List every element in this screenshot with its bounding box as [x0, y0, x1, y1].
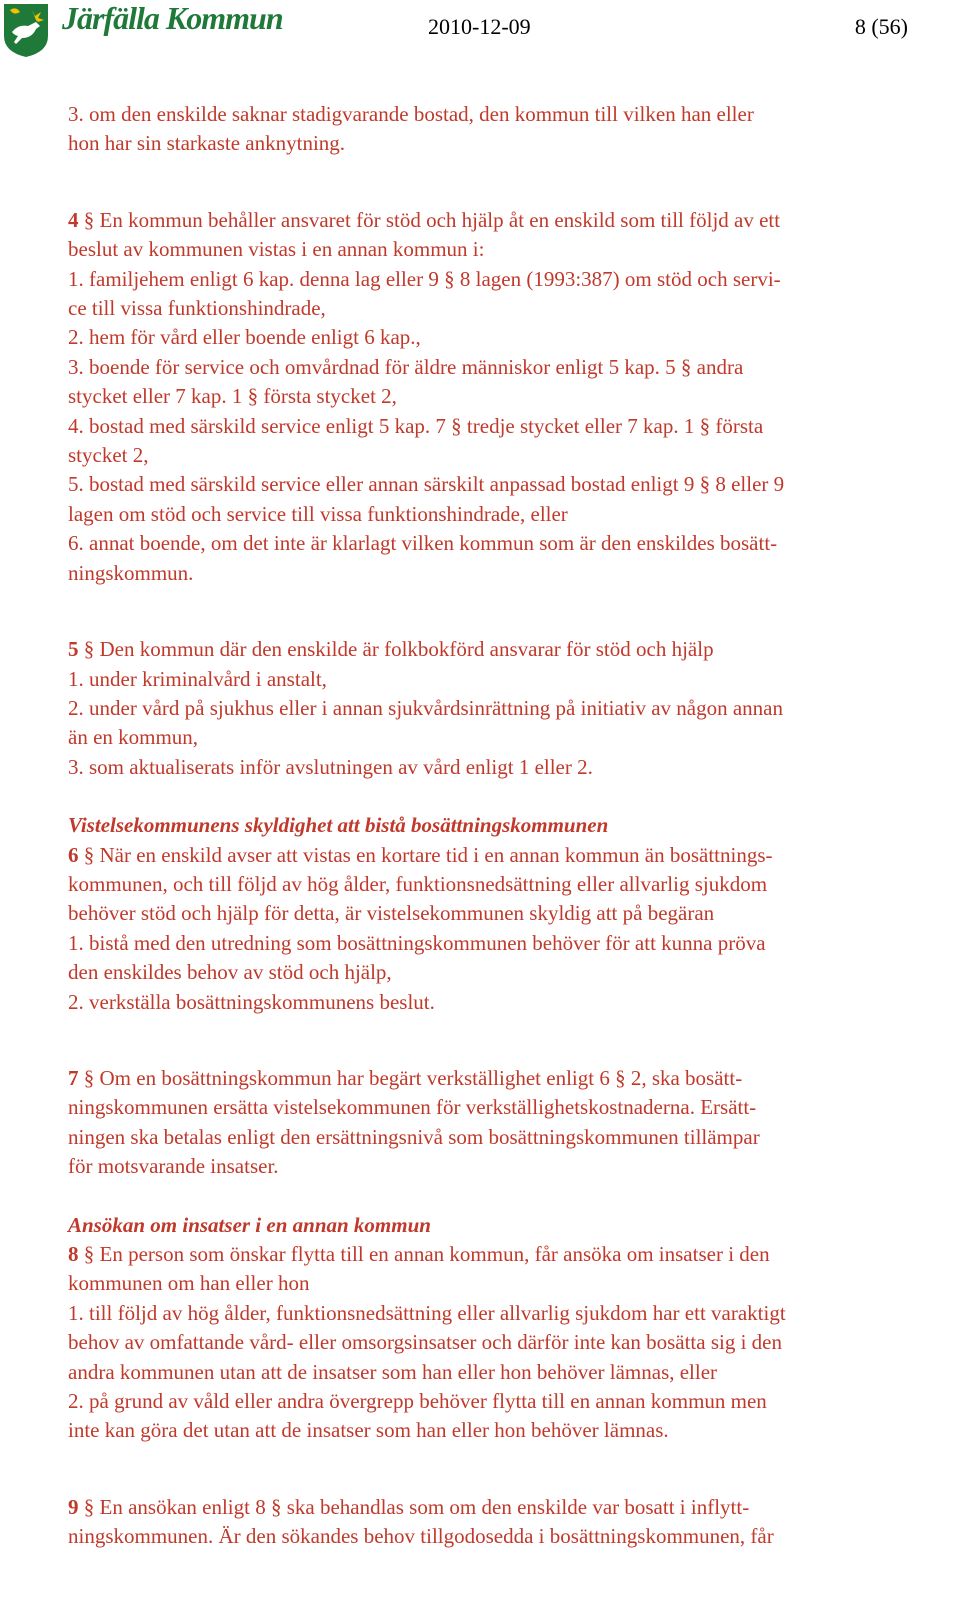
text-line: 1. familjehem enligt 6 kap. denna lag eller 9 § 8 lagen (1993:387) om stöd och servi- — [68, 266, 781, 291]
text-line: § En ansökan enligt 8 § ska behandlas som om den enskilde var bosatt i inflytt- — [83, 1494, 750, 1519]
section-heading: Ansökan om insatser i en annan kommun — [68, 1212, 431, 1237]
text-line: 6. annat boende, om det inte är klarlagt vilken kommun som är den enskildes bosätt- — [68, 531, 778, 556]
text-line: än en kommun, — [68, 725, 199, 750]
text-line: 4. bostad med särskild service enligt 5 kap. 7 § tredje stycket eller 7 kap. 1 § första — [68, 413, 764, 438]
text-line: för motsvarande insatser. — [68, 1154, 279, 1179]
text-line: hon har sin starkaste anknytning. — [68, 131, 346, 156]
text-line: stycket eller 7 kap. 1 § första stycket 2, — [68, 384, 397, 409]
section-7 — [68, 1064, 940, 1182]
text-line: andra kommunen utan att de insatser som han eller hon behöver lämnas, eller — [68, 1359, 718, 1384]
text-line: beslut av kommunen vistas i en annan kommun i: — [68, 237, 485, 262]
section-number: 5 — [68, 637, 79, 662]
section-number: 8 — [68, 1242, 79, 1266]
text-line: 3. som aktualiserats inför avslutningen av vård enligt 1 eller 2. — [68, 754, 593, 779]
section-number: 4 — [68, 207, 79, 232]
text-line: 2. hem för vård eller boende enligt 6 kap., — [68, 325, 421, 350]
text-line: 1. under kriminalvård i anstalt, — [68, 666, 327, 691]
text-line: 2. verkställa bosättningskommunens beslut. — [68, 989, 435, 1014]
section-9 — [68, 1493, 940, 1552]
page-header — [0, 0, 960, 60]
section-5 — [68, 635, 940, 782]
document-body — [68, 100, 940, 1552]
text-line: 2. på grund av våld eller andra övergrepp behöver flytta till en annan kommun men — [68, 1389, 767, 1414]
text-line: ningskommunen ersätta vistelsekommunen för verkställighetskostnaderna. Ersätt- — [68, 1095, 757, 1120]
section-4 — [68, 206, 940, 588]
text-line: 1. bistå med den utredning som bosättningskommunen behöver för att kunna pröva — [68, 930, 766, 955]
text-line: stycket 2, — [68, 443, 149, 468]
section-heading: Vistelsekommunens skyldighet att bistå bosättningskommunen — [68, 813, 609, 838]
text-line: ce till vissa funktionshindrade, — [68, 296, 326, 321]
text-line: den enskildes behov av stöd och hjälp, — [68, 960, 392, 985]
text-line: § Om en bosättningskommun har begärt verkställighet enligt 6 § 2, ska bosätt- — [83, 1065, 743, 1090]
section-number: 7 — [68, 1065, 79, 1090]
municipality-logo-text: Järfälla Kommun — [62, 0, 283, 36]
text-line: ningskommunen. Är den sökandes behov tillgodosedda i bosättningskommunen, får — [68, 1524, 774, 1549]
section-6 — [68, 811, 940, 1017]
section-number: 9 — [68, 1494, 79, 1519]
paragraph — [68, 100, 940, 159]
text-line: lagen om stöd och service till vissa funktionshindrade, eller — [68, 501, 568, 526]
text-line: kommunen, och till följd av hög ålder, funktionsnedsättning eller allvarlig sjukdom — [68, 871, 768, 896]
text-line: 1. till följd av hög ålder, funktionsnedsättning eller allvarlig sjukdom har ett varaktigt — [68, 1300, 786, 1325]
text-line: § En kommun behåller ansvaret för stöd och hjälp åt en enskild som till följd av ett — [83, 207, 781, 232]
page-number: 8 (56) — [854, 14, 908, 39]
text-line: 5. bostad med särskild service eller annan särskilt anpassad bostad enligt 9 § 8 eller 9 — [68, 472, 785, 497]
text-line: 3. om den enskilde saknar stadigvarande bostad, den kommun till vilken han eller — [68, 102, 754, 126]
text-line: 3. boende för service och omvårdnad för äldre människor enligt 5 kap. 5 § andra — [68, 354, 744, 379]
text-line: 2. under vård på sjukhus eller i annan sjukvårdsinrättning på initiativ av någon annan — [68, 695, 783, 720]
text-line: ningskommun. — [68, 560, 194, 585]
section-number: 6 — [68, 842, 79, 867]
text-line: § När en enskild avser att vistas en kortare tid i en annan kommun än bosättnings- — [83, 842, 773, 867]
document-date: 2010-12-09 — [428, 14, 531, 39]
text-line: inte kan göra det utan att de insatser som han eller hon behöver lämnas. — [68, 1418, 669, 1443]
text-line: § En person som önskar flytta till en annan kommun, får ansöka om insatser i den — [83, 1242, 770, 1266]
text-line: kommunen om han eller hon — [68, 1271, 310, 1296]
text-line: behov av omfattande vård- eller omsorgsinsatser och därför inte kan bosätta sig i den — [68, 1330, 782, 1355]
text-line: § Den kommun där den enskilde är folkbokförd ansvarar för stöd och hjälp — [83, 637, 714, 662]
section-8 — [68, 1211, 940, 1446]
text-line: ningen ska betalas enligt den ersättningsnivå som bosättningskommunen tillämpar — [68, 1124, 760, 1149]
municipal-coat-of-arms-icon — [2, 2, 50, 58]
text-line: behöver stöd och hjälp för detta, är vistelsekommunen skyldig att på begäran — [68, 901, 715, 926]
